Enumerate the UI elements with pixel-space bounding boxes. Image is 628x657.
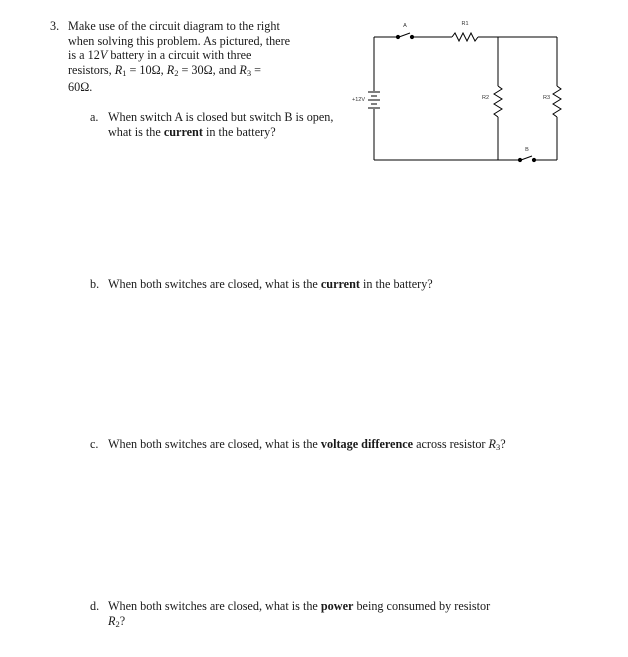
switch-b-blade (521, 156, 532, 160)
intro-line-1: Make use of the circuit diagram to the right (68, 19, 280, 33)
r2-resistor (494, 86, 502, 117)
r3-resistor (553, 86, 561, 117)
battery-label: +12V (352, 97, 365, 103)
part-c-text: When both switches are closed, what is the voltage difference across resistor $R_3$? (108, 437, 506, 452)
part-d-label: d. (90, 599, 100, 613)
battery-line: is a 12V battery in a circuit with three (68, 48, 252, 63)
part-d-text: When both switches are closed, what is the power being consumed by resistor $R_2$? (108, 599, 491, 629)
part-c-label: c. (90, 437, 99, 451)
part-b-label: b. (90, 277, 100, 291)
part-b-text: When both switches are closed, what is the current in the battery? (108, 277, 433, 291)
question-number: 3. (50, 19, 60, 33)
last-line: 60Ω. (68, 80, 93, 95)
part-a-text: When switch A is closed but switch B is open, what is the current in the battery? (108, 110, 334, 139)
resistor-line: resistors, $R_1 = 10\Omega$, $R_2 = 30\Omega$, and $R_3$ = (68, 62, 262, 78)
switch-a-contact-right (410, 35, 413, 38)
volt-unit: V (99, 48, 108, 63)
intro-line-2: when solving this problem. As pictured, there (68, 33, 291, 48)
switch-a-blade (399, 33, 410, 37)
battery-voltage: 12 (87, 48, 100, 63)
part-a-label: a. (90, 110, 99, 124)
switch-a-label: A (403, 23, 407, 29)
r1-resistor (452, 33, 478, 41)
switch-b-label: B (525, 147, 529, 153)
switch-b-contact-right (532, 158, 535, 161)
r3-label: R3 (542, 95, 550, 101)
r2-label: R2 (481, 95, 489, 101)
r1-label: R1 (461, 21, 469, 27)
